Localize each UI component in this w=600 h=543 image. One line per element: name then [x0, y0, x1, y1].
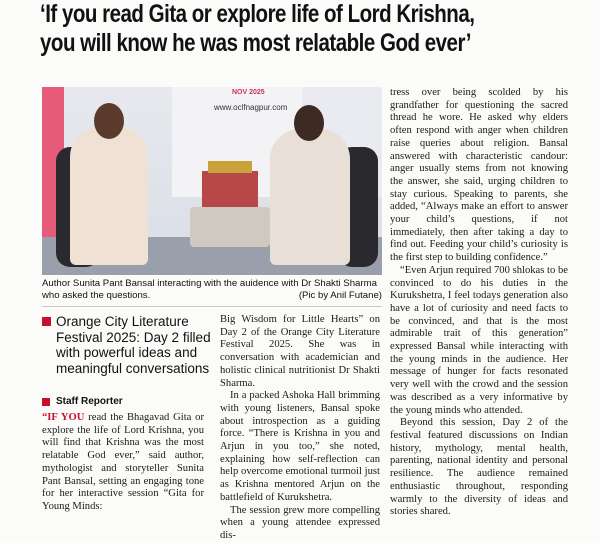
col3-paragraph-1: tress over being scolded by his grandfather for questioning the sacred thread he wore. He asked why elders often respond with anger when children raise queries about religion. Bansal answered with characteristic candour: anger usually stems from not knowing the answer, she said, urging children to stay curious. Speaking to parents, she added, “Always make an effort to answer your child’s questions, if not immediately, then after taking a day to find out. Feeding your child’s curiosity is the first step to building confidence.” — [390, 87, 568, 264]
article-column-2 — [220, 314, 380, 543]
banner-date: NOV 2025 — [232, 89, 265, 96]
speaker-author — [70, 127, 148, 265]
highlight-box — [42, 314, 216, 376]
col2-paragraph-3: The session grew more compelling when a young attendee expressed dis- — [220, 504, 380, 541]
lead-in: “IF YOU — [42, 412, 85, 423]
photo-credit: (Pic by Anil Futane) — [298, 290, 382, 301]
byline — [42, 396, 123, 407]
highlight-text: Orange City Literature Festival 2025: Day 2 filled with powerful ideas and meaningful conversations — [56, 314, 211, 376]
caption-text: Author Sunita Pant Bansal interacting with the auidence with Dr Shakti Sharma who asked the questions. — [42, 278, 377, 301]
col2-paragraph-2: In a packed Ashoka Hall brimming with young listeners, Bansal spoke about introspection as a guiding force. “There is Krishna in you and Arjun in you too,” she noted, explaining how self-reflection can help overcome emotional turmoil just as Krishna mentored Arjun on the battlefield of Kurukshetra. — [220, 390, 380, 503]
col1-paragraph: read the Bhagavad Gita or explore the life of Lord Krishna, you will find that Krishna was the most relatable God ever,” said author, mythologist and storyteller Sunita Pant Bansal, setting an engaging tone for her interactive session “Gita for Young Minds: — [42, 412, 204, 512]
col3-paragraph-2: “Even Arjun required 700 shlokas to be convinced to do his duties in the Kurukshetra, I feel todays generation also have a lot of curiosity and need facts to be convinced, and that is the most admirable trait of this generation” expressed Bansal while interacting with the young minds in the audience. Her message of hunger for facts resonated very well with the crowd and the session was described as a very informative by the young minds who attended. — [390, 264, 568, 416]
divider — [42, 306, 382, 307]
col3-paragraph-3: Beyond this session, Day 2 of the festival featured discussions on Indian history, mythology, mental health, parenting, national identity and personal resilience. The audience remained enthusiastic throughout, responding warmly to the diversity of ideas and stories shared. — [390, 417, 568, 518]
headline-line-2: you will know he was most relatable God ever’ — [40, 29, 471, 57]
side-table — [190, 207, 270, 247]
article-column-3 — [390, 87, 568, 519]
banner-url: www.oclfnagpur.com — [214, 103, 288, 112]
photo-caption — [42, 278, 382, 302]
col2-paragraph-1: Big Wisdom for Little Hearts” on Day 2 of the Orange City Literature Festival 2025. She was in conversation with academician and holistic clinical nutritionist Dr Shakti Sharma. — [220, 314, 380, 389]
bullet-square-icon — [42, 317, 51, 326]
bullet-square-icon — [42, 398, 50, 406]
byline-text: Staff Reporter — [56, 396, 123, 407]
headline-line-1: ‘If you read Gita or explore life of Lord Krishna, — [40, 0, 475, 28]
books-stack — [202, 171, 258, 207]
article-column-1 — [42, 412, 204, 514]
headline — [40, 0, 499, 58]
event-photo — [42, 87, 382, 275]
speaker-moderator — [270, 129, 350, 265]
